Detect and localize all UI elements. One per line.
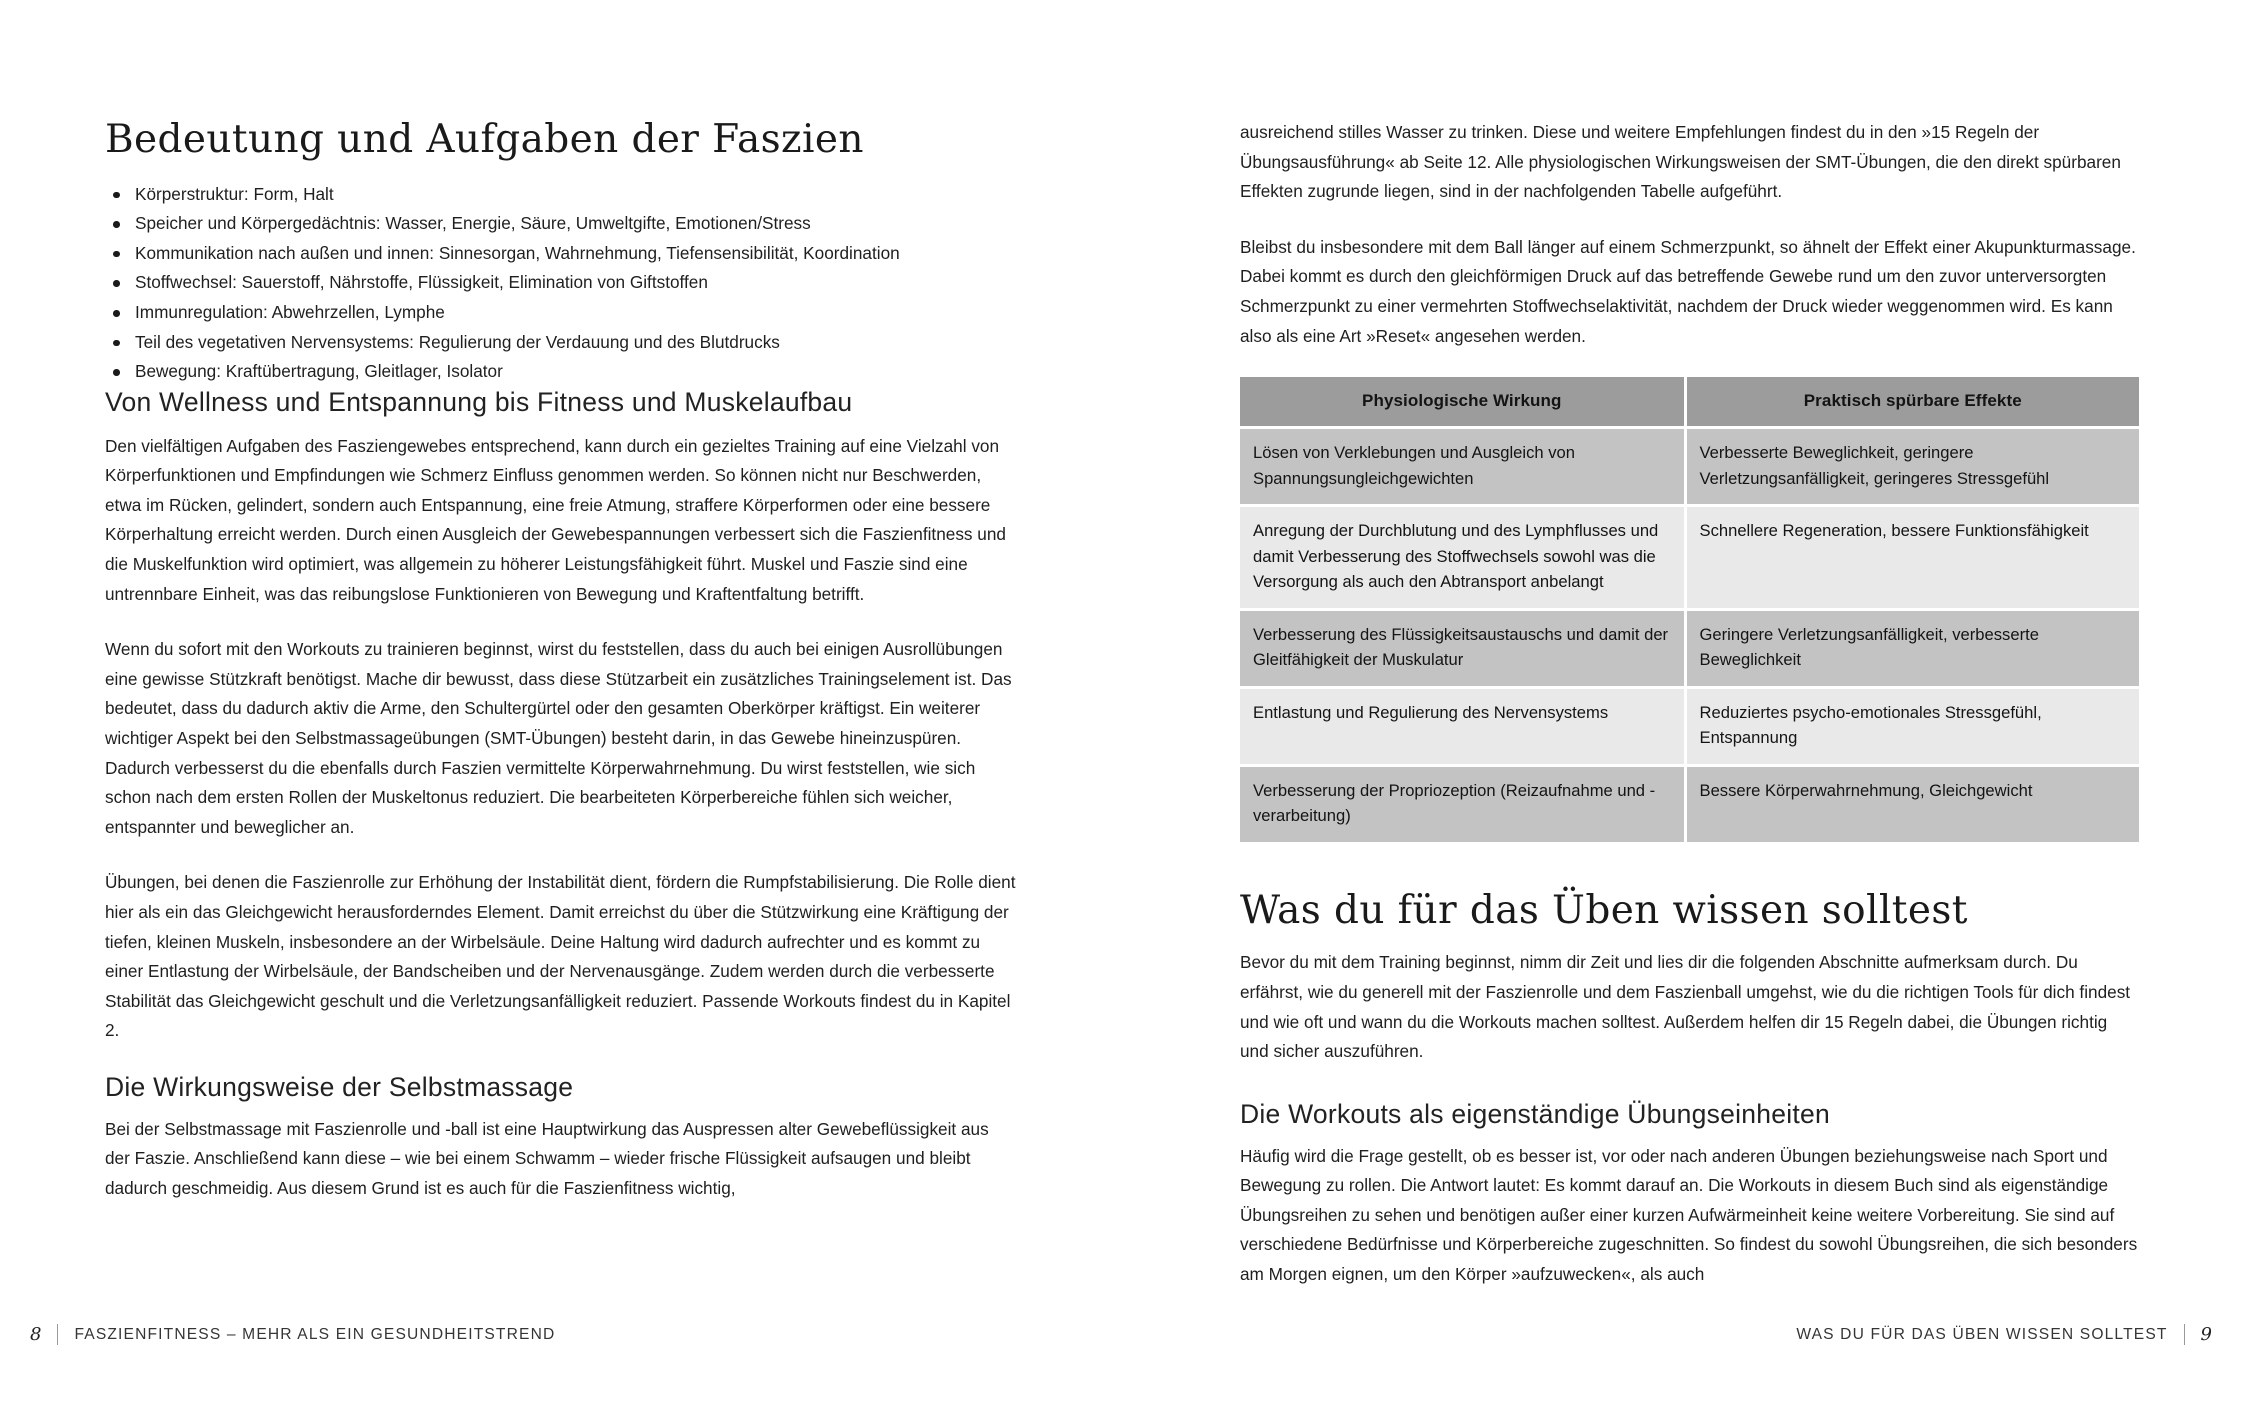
bullet-dot-icon (113, 251, 120, 258)
list-item-label: Teil des vegetativen Nervensystems: Regulierung der Verdauung und des Blutdrucks (135, 331, 780, 352)
table-cell-effekt: Schnellere Regeneration, bessere Funktionsfähigkeit (1685, 506, 2139, 610)
table-cell-wirkung: Verbesserung des Flüssigkeitsaustauschs und damit der Gleitfähigkeit der Muskulatur (1240, 609, 1685, 687)
table-cell-effekt: Reduziertes psycho-emotionales Stressgefühl, Entspannung (1685, 687, 2139, 765)
bullet-dot-icon (113, 192, 120, 199)
list-item (105, 180, 1017, 210)
paragraph-workouts-eigenstaendig: Häufig wird die Frage gestellt, ob es besser ist, vor oder nach anderen Übungen beziehungsweise nach Sport und Bewegung zu rollen. Die Antwort lautet: Es kommt darauf an. Die Workouts in diesem Buch sind als eigenständige Übungsreihen zu sehen und benötigen außer einer kurzen Aufwärmeinheit keine weitere Vorbereitung. Sie sind auf verschiedene Bedürfnisse und Körperbereiche zugeschnitten. So findest du sowohl Übungsreihen, die sich besonders am Morgen eignen, um den Körper »aufzuwecken«, als auch (1240, 1145, 2138, 1284)
table-row (1240, 506, 2139, 610)
page-right (1122, 0, 2244, 1417)
bullet-dot-icon (113, 369, 120, 376)
paragraph-workouts-stuetzkraft: Wenn du sofort mit den Workouts zu trainieren beginnst, wirst du feststellen, dass du auch bei einigen Ausrollübungen eine gewisse Stützkraft benötigst. Mache dir bewusst, dass diese Stützarbeit ein zusätzliches Trainingselement ist. Das bedeutet, dass du dadurch aktiv die Arme, den Schultergürtel oder den gesamten Oberkörper kräftigst. Ein weiterer wichtiger Aspekt bei den Selbstmassageübungen (SMT-Übungen) besteht darin, in das Gewebe hineinzuspüren. Dadurch verbesserst du die ebenfalls durch Faszien vermittelte Körperwahrnehmung. Du wirst feststellen, wie sich schon nach dem ersten Rollen der Muskeltonus reduziert. Die bearbeiteten Körperbereiche fühlen sich weicher, entspannter und beweglicher an. (105, 639, 1012, 837)
list-item-label: Immunregulation: Abwehrzellen, Lymphe (135, 302, 445, 323)
bullet-dot-icon (113, 310, 120, 317)
footer-left (30, 1324, 555, 1345)
list-item (105, 298, 1017, 328)
table-cell-effekt: Verbesserte Beweglichkeit, geringere Verletzungsanfälligkeit, geringeres Stressgefühl (1685, 428, 2139, 506)
paragraph-wellness: Den vielfältigen Aufgaben des Fasziengewebes entsprechend, kann durch ein gezieltes Training auf eine Vielzahl von Körperfunktionen und Empfindungen wie Schmerz Einfluss genommen werden. So können nicht nur Beschwerden, etwa im Rücken, gelindert, sondern auch Entspannung, eine freie Atmung, straffere Körperformen oder eine bessere Körperhaltung erreicht werden. Durch einen Ausgleich der Gewebespannungen verbessert sich die Faszienfitness und die Muskelfunktion wird optimiert, was allgemein zu höherer Leistungsfähigkeit führt. Muskel und Faszie sind eine untrennbare Einheit, was das reibungslose Funktionieren von Bewegung und Kraftentfaltung betrifft. (105, 435, 1006, 604)
table-cell-effekt: Bessere Körperwahrnehmung, Gleichgewicht (1685, 765, 2139, 843)
running-head: FASZIENFITNESS – MEHR ALS EIN GESUNDHEITSTREND (74, 1325, 556, 1343)
heading-von-wellness-entspannung: Von Wellness und Entspannung bis Fitness und Muskelaufbau (105, 386, 853, 417)
table-row (1240, 765, 2139, 843)
table-cell-effekt: Geringere Verletzungsanfälligkeit, verbesserte Beweglichkeit (1685, 609, 2139, 687)
bullet-dot-icon (113, 221, 120, 228)
footer-divider (2184, 1324, 2185, 1345)
table-cell-wirkung: Entlastung und Regulierung des Nervensystems (1240, 687, 1685, 765)
paragraph-wasser-empfehlungen: ausreichend stilles Wasser zu trinken. Diese und weitere Empfehlungen findest du in den »15 Regeln der Übungsausführung« ab Seite 12. Alle physiologischen Wirkungsweisen der SMT-Übungen, die den direkt spürbaren Effekten zugrunde liegen, sind in der nachfolgenden Tabelle aufgeführt. (1240, 122, 2121, 202)
paragraph-ueben-einleitung: Bevor du mit dem Training beginnst, nimm dir Zeit und lies dir die folgenden Abschnitte aufmerksam durch. Du erfährst, wie du generell mit der Faszienrolle und dem Faszienball umgehst, wie du die richtigen Tools für dich findest und wie oft und wann du die Workouts machen solltest. Außerdem helfen dir 15 Regeln dabei, die Übungen richtig und sicher auszuführen. (1240, 952, 2131, 1062)
list-item (105, 209, 1017, 239)
heading-was-du-fuer-das-ueben: Was du für das Üben wissen solltest (1240, 887, 1968, 933)
table-row (1240, 428, 2139, 506)
list-item-label: Speicher und Körpergedächtnis: Wasser, Energie, Säure, Umweltgifte, Emotionen/Stress (135, 213, 811, 234)
table-column-header-wirkung: Physiologische Wirkung (1240, 377, 1685, 428)
running-head: WAS DU FÜR DAS ÜBEN WISSEN SOLLTEST (1796, 1325, 2168, 1343)
list-item (105, 328, 1017, 358)
page-number: 8 (30, 1324, 42, 1345)
page-number: 9 (2200, 1324, 2212, 1345)
list-item (105, 239, 1017, 269)
heading-workouts-eigenstaendige-uebungseinheiten: Die Workouts als eigenständige Übungseinheiten (1240, 1098, 1830, 1129)
list-item-label: Kommunikation nach außen und innen: Sinnesorgan, Wahrnehmung, Tiefensensibilität, Koordination (135, 242, 900, 263)
paragraph-uebungen-instabilitaet: Übungen, bei denen die Faszienrolle zur Erhöhung der Instabilität dient, fördern die Rumpfstabilisierung. Die Rolle dient hier als ein das Gleichgewicht herausforderndes Element. Damit erreichst du über die Stützwirkung eine Kräftigung der tiefen, kleinen Muskeln, insbesondere an der Wirbelsäule. Deine Haltung wird dadurch aufrechter und es kommt zu einer Entlastung der Wirbelsäule, der Bandscheiben und der Nervenausgänge. Zudem werden durch die verbesserte Stabilität das Gleichgewicht geschult und die Verletzungsanfälligkeit reduziert. Passende Workouts findest du in Kapitel 2. (105, 872, 1016, 1041)
list-item-label: Bewegung: Kraftübertragung, Gleitlager, Isolator (135, 361, 503, 382)
bullet-dot-icon (113, 280, 120, 287)
footer-divider (57, 1324, 58, 1345)
footer-right (1796, 1324, 2212, 1345)
list-item (105, 357, 1017, 387)
heading-wirkungsweise-selbstmassage: Die Wirkungsweise der Selbstmassage (105, 1071, 574, 1102)
list-item (105, 268, 1017, 298)
page-gutter (1122, 0, 1123, 1417)
faszien-functions-list (105, 180, 1017, 387)
table-column-header-effekte: Praktisch spürbare Effekte (1685, 377, 2139, 428)
list-item-label: Körperstruktur: Form, Halt (135, 183, 334, 204)
table-header-row (1240, 377, 2139, 428)
table-row (1240, 687, 2139, 765)
paragraph-ball-schmerzpunkt: Bleibst du insbesondere mit dem Ball länger auf einem Schmerzpunkt, so ähnelt der Effekt einer Akupunkturmassage. Dabei kommt es durch den gleichförmigen Druck auf das betreffende Gewebe rund um den zuvor unterversorgten Schmerzpunkt zu einer vermehrten Stoffwechselaktivität, nachdem der Druck wieder weggenommen wird. Es kann also als eine Art »Reset« angesehen werden. (1240, 236, 2136, 346)
table-cell-wirkung: Anregung der Durchblutung und des Lymphflusses und damit Verbesserung des Stoffwechsels sowohl was die Versorgung als auch den Abtransport anbelangt (1240, 506, 1685, 610)
bullet-dot-icon (113, 340, 120, 347)
table-cell-wirkung: Verbesserung der Propriozeption (Reizaufnahme und -verarbeitung) (1240, 765, 1685, 843)
table-row (1240, 609, 2139, 687)
paragraph-selbstmassage: Bei der Selbstmassage mit Faszienrolle und -ball ist eine Hauptwirkung das Auspressen alter Gewebeflüssigkeit aus der Faszie. Anschließend kann diese – wie bei einem Schwamm – wieder frische Flüssigkeit aufsaugen und bleibt dadurch geschmeidig. Aus diesem Grund ist es auch für die Faszienfitness wichtig, (105, 1118, 989, 1198)
list-item-label: Stoffwechsel: Sauerstoff, Nährstoffe, Flüssigkeit, Elimination von Giftstoffen (135, 272, 708, 293)
heading-bedeutung-aufgaben-faszien: Bedeutung und Aufgaben der Faszien (105, 117, 864, 162)
physiologische-wirkung-table (1240, 377, 2139, 845)
table-cell-wirkung: Lösen von Verklebungen und Ausgleich von Spannungsungleichgewichten (1240, 428, 1685, 506)
